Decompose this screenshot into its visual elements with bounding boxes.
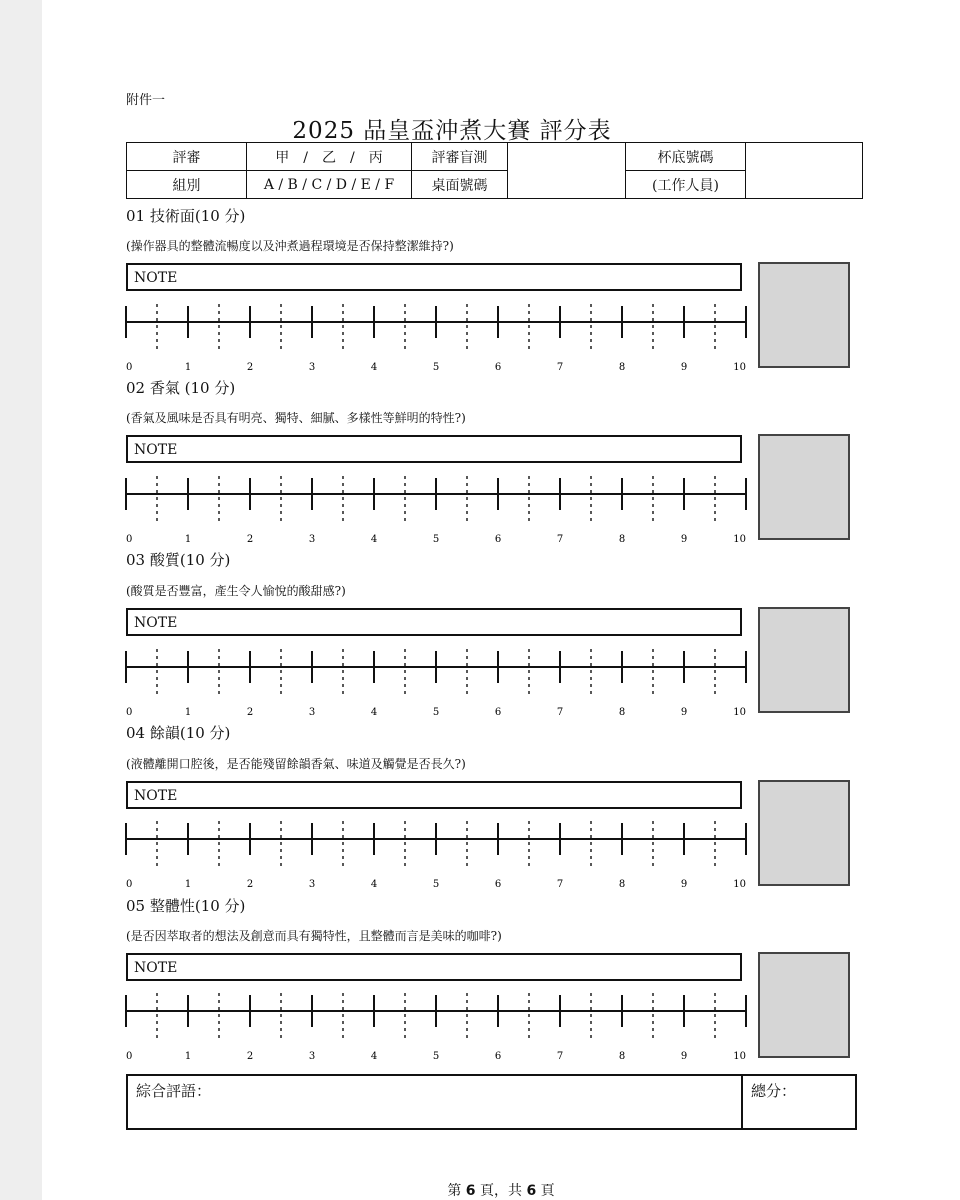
section-question: (操作器具的整體流暢度以及沖煮過程環境是否保持整潔維持?): [126, 239, 454, 253]
scale-tick-label: 8: [618, 879, 626, 890]
scale-tick-label: 2: [246, 879, 254, 890]
score-scale[interactable]: [122, 474, 752, 546]
judge-label: 評審: [127, 143, 247, 171]
scale-tick-label: 2: [246, 1051, 254, 1062]
blind-input-cell[interactable]: [508, 143, 626, 199]
section-title: 02 香氣 (10 分): [126, 379, 236, 397]
page-title: 2025 品皇盃沖煮大賽 評分表: [292, 118, 612, 144]
cup-input-cell[interactable]: [746, 143, 863, 199]
score-scale[interactable]: [122, 819, 752, 891]
comment-label: 綜合評語：: [136, 1082, 212, 1100]
group-value: A / B / C / D / E / F: [247, 171, 412, 199]
scale-tick-label: 1: [184, 534, 192, 545]
scale-tick-label: 0: [126, 879, 133, 890]
score-box[interactable]: [758, 780, 850, 886]
scale-tick-label: 2: [246, 534, 254, 545]
scale-tick-label: 5: [432, 534, 440, 545]
note-label: NOTE: [134, 788, 178, 804]
scale-tick-label: 0: [126, 534, 133, 545]
scale-tick-label: 4: [370, 362, 378, 373]
note-label: NOTE: [134, 960, 178, 976]
annex-label: 附件一: [126, 93, 166, 108]
scale-tick-label: 7: [556, 707, 564, 718]
scale-tick-label: 3: [308, 362, 316, 373]
scale-tick-label: 9: [680, 534, 688, 545]
scale-tick-label: 10: [733, 879, 746, 890]
scale-tick-label: 9: [680, 879, 688, 890]
scale-tick-label: 0: [126, 362, 133, 373]
scale-tick-label: 5: [432, 707, 440, 718]
total-field[interactable]: [743, 1076, 855, 1128]
note-box[interactable]: [126, 435, 742, 463]
scale-tick-label: 1: [184, 362, 192, 373]
document-page: [42, 0, 960, 1200]
score-scale[interactable]: [122, 647, 752, 719]
scale-tick-label: 7: [556, 879, 564, 890]
cup-label: 杯底號碼: [626, 143, 746, 171]
note-label: NOTE: [134, 442, 178, 458]
page-number: 6: [465, 1183, 476, 1199]
scale-tick-label: 10: [733, 1051, 746, 1062]
section-question: (酸質是否豐富，產生令人愉悅的酸甜感?): [126, 584, 346, 598]
scale-tick-label: 10: [733, 534, 746, 545]
scale-tick-label: 2: [246, 362, 254, 373]
judge-value: 甲 / 乙 / 丙: [247, 143, 412, 171]
blind-label: 評審盲測: [412, 143, 508, 171]
note-box[interactable]: [126, 263, 742, 291]
section-title: 01 技術面(10 分): [126, 207, 246, 225]
scale-tick-label: 6: [494, 879, 502, 890]
score-scale[interactable]: [122, 302, 752, 374]
scale-tick-label: 0: [126, 1051, 133, 1062]
comment-field[interactable]: [128, 1076, 743, 1128]
page-footer: 第 6 頁，共 6 頁: [447, 1183, 555, 1199]
scale-tick-label: 6: [494, 1051, 502, 1062]
section-title: 03 酸質(10 分): [126, 551, 231, 569]
section-question: (香氣及風味是否具有明亮、獨特、細膩、多樣性等鮮明的特性?): [126, 411, 466, 425]
scale-tick-label: 8: [618, 1051, 626, 1062]
score-box[interactable]: [758, 434, 850, 540]
scale-tick-label: 8: [618, 362, 626, 373]
scale-tick-label: 1: [184, 1051, 192, 1062]
scale-tick-label: 8: [618, 707, 626, 718]
page-total: 6: [526, 1183, 537, 1199]
scale-tick-label: 5: [432, 362, 440, 373]
scale-tick-label: 7: [556, 1051, 564, 1062]
scale-tick-label: 5: [432, 879, 440, 890]
scale-tick-label: 9: [680, 362, 688, 373]
note-label: NOTE: [134, 270, 178, 286]
section-title: 05 整體性(10 分): [126, 897, 246, 915]
note-box[interactable]: [126, 608, 742, 636]
scale-tick-label: 7: [556, 362, 564, 373]
scale-tick-label: 1: [184, 707, 192, 718]
scale-tick-label: 6: [494, 534, 502, 545]
score-scale[interactable]: [122, 991, 752, 1063]
note-box[interactable]: [126, 953, 742, 981]
scale-tick-label: 5: [432, 1051, 440, 1062]
scale-tick-label: 8: [618, 534, 626, 545]
score-box[interactable]: [758, 262, 850, 368]
section-question: (液體離開口腔後，是否能殘留餘韻香氣、味道及觸覺是否長久?): [126, 757, 466, 771]
section-question: (是否因萃取者的想法及創意而具有獨特性，且整體而言是美味的咖啡?): [126, 929, 502, 943]
scale-tick-label: 10: [733, 707, 746, 718]
total-label: 總分：: [751, 1082, 797, 1100]
scale-tick-label: 4: [370, 879, 378, 890]
score-box[interactable]: [758, 607, 850, 713]
scale-tick-label: 9: [680, 707, 688, 718]
scale-tick-label: 3: [308, 707, 316, 718]
scale-tick-label: 9: [680, 1051, 688, 1062]
comment-box: [126, 1074, 857, 1130]
scale-tick-label: 4: [370, 534, 378, 545]
scale-tick-label: 4: [370, 1051, 378, 1062]
score-box[interactable]: [758, 952, 850, 1058]
scale-tick-label: 4: [370, 707, 378, 718]
scale-tick-label: 10: [733, 362, 746, 373]
scale-tick-label: 2: [246, 707, 254, 718]
scale-tick-label: 3: [308, 879, 316, 890]
scale-tick-label: 3: [308, 534, 316, 545]
scale-tick-label: 1: [184, 879, 192, 890]
scale-tick-label: 0: [126, 707, 133, 718]
scale-tick-label: 6: [494, 707, 502, 718]
staff-label: (工作人員): [626, 171, 746, 199]
scale-tick-label: 7: [556, 534, 564, 545]
section-title: 04 餘韻(10 分): [126, 724, 231, 742]
note-label: NOTE: [134, 615, 178, 631]
header-table: [126, 142, 863, 199]
scale-tick-label: 6: [494, 362, 502, 373]
scale-tick-label: 3: [308, 1051, 316, 1062]
table-label: 桌面號碼: [412, 171, 508, 199]
group-label: 組別: [127, 171, 247, 199]
note-box[interactable]: [126, 781, 742, 809]
